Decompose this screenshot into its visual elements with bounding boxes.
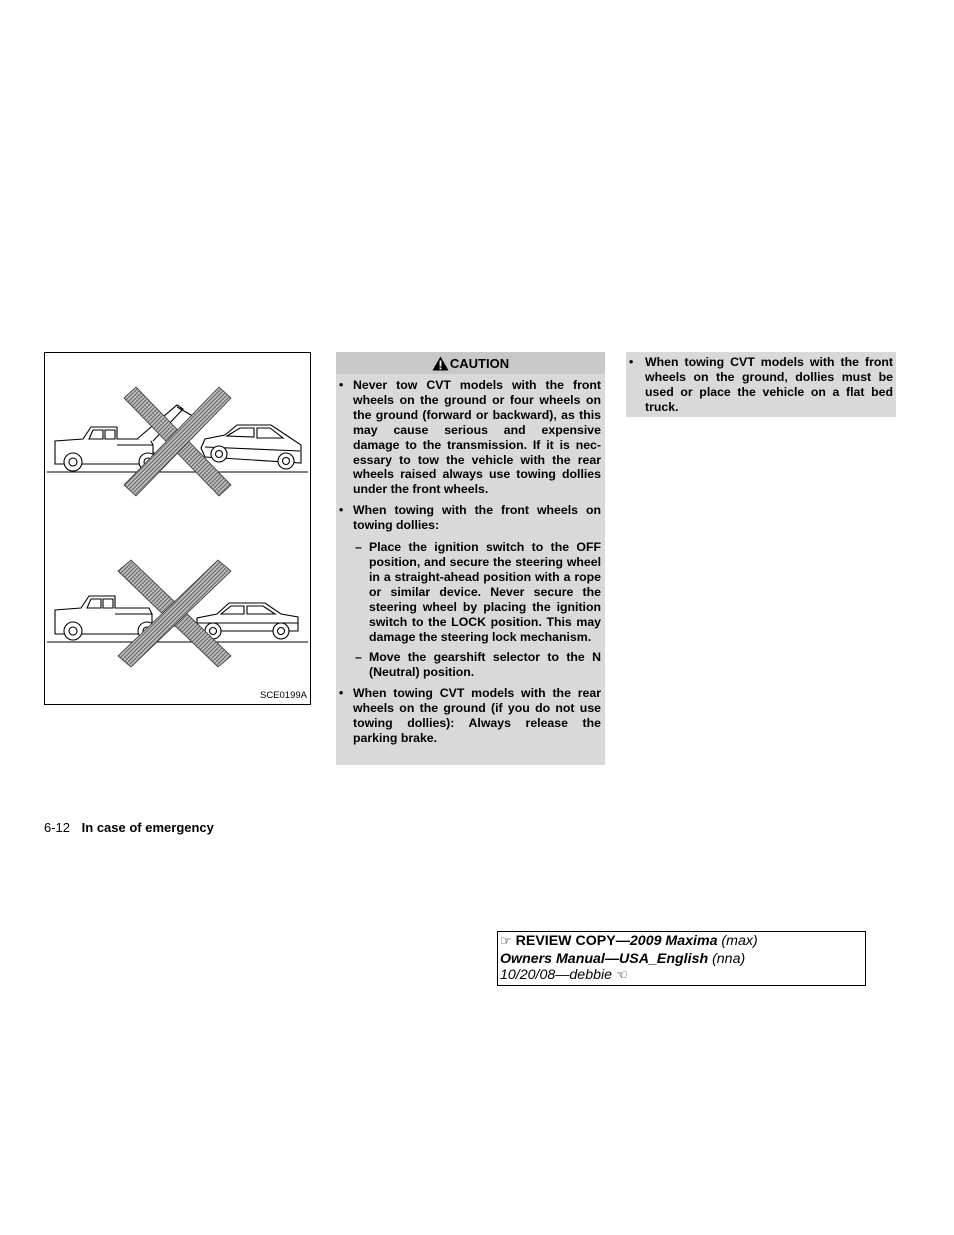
dash-marker: –: [355, 540, 362, 555]
bullet-dot: •: [629, 355, 634, 369]
dolly-note-text: When towing CVT models with the front wheels on the ground, dollies must be used or place the vehicle on a flat bed truck.: [645, 355, 893, 414]
review-manual: Owners Manual—USA_English: [500, 950, 709, 967]
caution-bullet: [339, 378, 601, 497]
pointing-hand-left-icon: ☜: [615, 968, 628, 984]
caution-subitem: [339, 650, 601, 680]
caution-label: CAUTION: [449, 355, 510, 371]
caution-bullet-text: When towing CVT models with the rear wheels on the ground (if you do not use towing dollies): Always release the parking brake.: [353, 686, 601, 745]
caution-box: [336, 352, 605, 765]
review-line-2: [500, 951, 865, 968]
figure-code: SCE0199A: [259, 690, 307, 701]
caution-body: [336, 374, 605, 746]
dolly-note-bullet: [629, 355, 893, 415]
review-copy-stamp: [497, 931, 866, 986]
review-line-3: [500, 967, 865, 985]
caution-heading: [336, 352, 605, 374]
dash-marker: –: [355, 650, 362, 665]
section-title: In case of emergency: [81, 820, 214, 835]
pointing-hand-right-icon: ☞: [500, 934, 512, 949]
page-footer: [44, 820, 214, 835]
towing-illustration: [44, 352, 311, 705]
sedan-icon: [201, 425, 301, 469]
caution-bullet: [339, 503, 601, 533]
dolly-note-box: [626, 352, 896, 417]
review-manual-code: (nna): [708, 950, 746, 967]
sedan-icon: [197, 603, 298, 639]
caution-bullet-text: Never tow CVT models with the front wheels on the ground or four wheels on the ground (forward or backward), as this may cause serious and expensive damage to the transmission. If it is necessary to tow the vehicle with the rear wheels raised always use towing dollies under the front wheels.: [353, 378, 601, 497]
bullet-dot: •: [339, 503, 344, 518]
caution-bullet: [339, 686, 601, 746]
review-line-1: [500, 933, 865, 951]
scene-bottom: [47, 560, 308, 667]
caution-subitem-text: Move the gearshift selector to the N (Neutral) position.: [369, 650, 601, 680]
scene-top: [47, 387, 308, 496]
caution-bullet-text: When towing with the front wheels on towing dollies:: [353, 503, 601, 533]
review-date-author: 10/20/08—debbie: [500, 967, 613, 984]
caution-subitem-text: Place the ignition switch to the OFF position, and secure the steering wheel in a straight-ahead position with a rope or similar device. Never secure the steering wheel by placing the ignition switch to the LOCK position. This may damage the steering lock mechanism.: [369, 540, 601, 644]
warning-triangle-icon: [432, 356, 449, 371]
bullet-dot: •: [339, 378, 344, 392]
towing-diagram: [45, 353, 310, 704]
review-model-code: (max): [717, 933, 758, 949]
page-number: 6-12: [44, 820, 71, 835]
bullet-dot: •: [339, 686, 344, 701]
caution-subitem: [339, 540, 601, 644]
review-label: REVIEW COPY—: [515, 933, 630, 949]
review-model: 2009 Maxima: [629, 933, 718, 949]
